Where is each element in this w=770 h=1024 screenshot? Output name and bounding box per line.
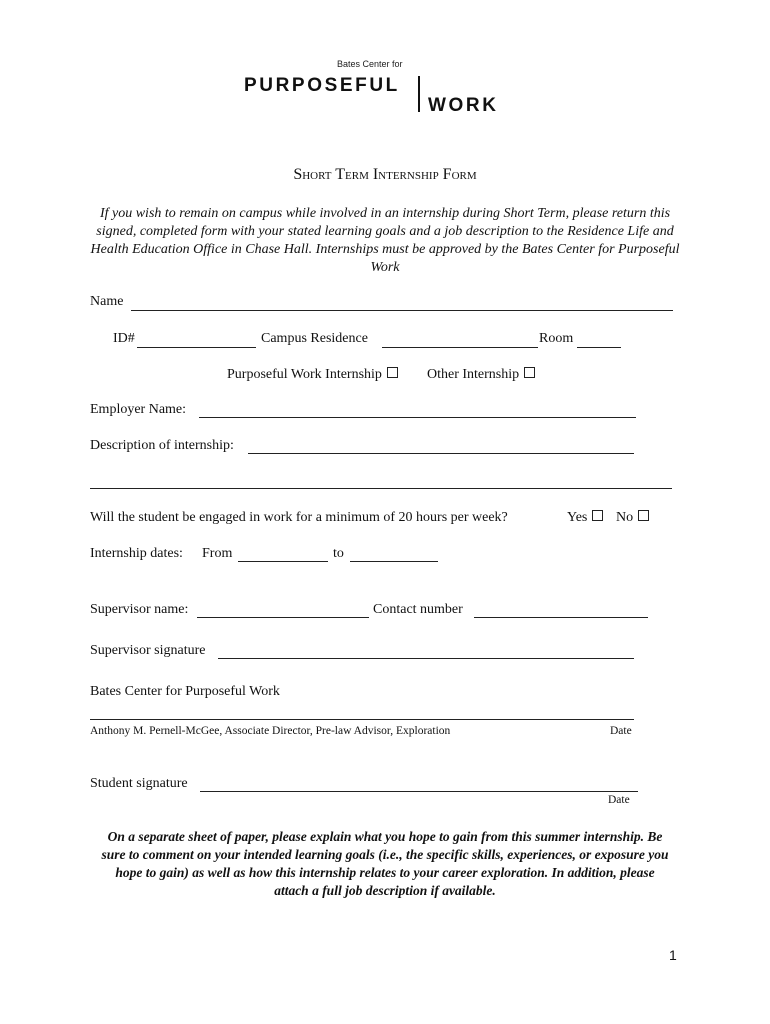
hours-no-checkbox[interactable] [638, 510, 649, 521]
employer-field[interactable] [199, 417, 636, 418]
dates-from-field[interactable] [238, 561, 328, 562]
student-date-label: Date [608, 794, 630, 806]
supervisor-name-field[interactable] [197, 617, 369, 618]
hours-yes-label: Yes [567, 510, 588, 525]
center-signature-field[interactable] [90, 719, 634, 720]
description-field-line-2[interactable] [90, 488, 672, 489]
name-field[interactable] [131, 310, 673, 311]
form-title: Short Term Internship Form [293, 166, 477, 183]
intro-paragraph: If you wish to remain on campus while involved in an internship during Short Term, please return this signed, completed form with your stated learning goals and a job description to the Residence Life and Health Education Office in Chase Hall. Internships must be approved by the Bates Center for Purposeful Work [90, 206, 680, 275]
page-number: 1 [669, 947, 677, 963]
purposeful-internship-label: Purposeful Work Internship [227, 367, 382, 382]
center-date-label: Date [610, 725, 632, 737]
campus-residence-field[interactable] [382, 347, 538, 348]
hours-yes-option[interactable] [567, 510, 603, 526]
student-signature-label: Student signature [90, 776, 188, 791]
employer-label: Employer Name: [90, 402, 187, 417]
director-name: Anthony M. Pernell-McGee, Associate Director, Pre-law Advisor, Exploration [90, 725, 451, 737]
purposeful-internship-checkbox[interactable] [387, 367, 398, 378]
purposeful-internship-option[interactable] [227, 367, 398, 383]
other-internship-checkbox[interactable] [524, 367, 535, 378]
campus-residence-label: Campus Residence [261, 331, 368, 346]
hours-no-option[interactable] [616, 510, 649, 526]
description-label: Description of internship: [90, 438, 234, 453]
hours-question: Will the student be engaged in work for a minimum of 20 hours per week? [90, 510, 508, 525]
logo-divider [418, 76, 420, 112]
logo-main-text: PURPOSEFUL [244, 75, 400, 96]
supervisor-signature-field[interactable] [218, 658, 634, 659]
contact-number-field[interactable] [474, 617, 648, 618]
id-field[interactable] [137, 347, 256, 348]
hours-no-label: No [616, 510, 634, 525]
description-field[interactable] [248, 453, 634, 454]
other-internship-label: Other Internship [427, 367, 520, 382]
name-label: Name [90, 294, 124, 309]
dates-to-field[interactable] [350, 561, 438, 562]
room-field[interactable] [577, 347, 621, 348]
supervisor-name-label: Supervisor name: [90, 602, 189, 617]
logo-sub-text: WORK [428, 95, 499, 116]
contact-number-label: Contact number [373, 602, 463, 617]
room-label: Room [539, 331, 574, 346]
id-label: ID# [113, 331, 135, 346]
supervisor-signature-label: Supervisor signature [90, 643, 206, 658]
logo-small-text: Bates Center for [337, 59, 403, 69]
dates-to-label: to [333, 546, 344, 561]
other-internship-option[interactable] [427, 367, 535, 383]
dates-label: Internship dates: [90, 546, 183, 561]
student-signature-field[interactable] [200, 791, 638, 792]
footer-instructions: On a separate sheet of paper, please explain what you hope to gain from this summer internship. Be sure to comment on your intended learning goals (i.e., the specific skills, experiences, or exposure you hope to gain) as well as how this internship relates to your career exploration. In addition, please attach a full job description if available. [101, 829, 669, 898]
hours-yes-checkbox[interactable] [592, 510, 603, 521]
center-label: Bates Center for Purposeful Work [90, 684, 280, 699]
dates-from-label: From [202, 546, 233, 561]
